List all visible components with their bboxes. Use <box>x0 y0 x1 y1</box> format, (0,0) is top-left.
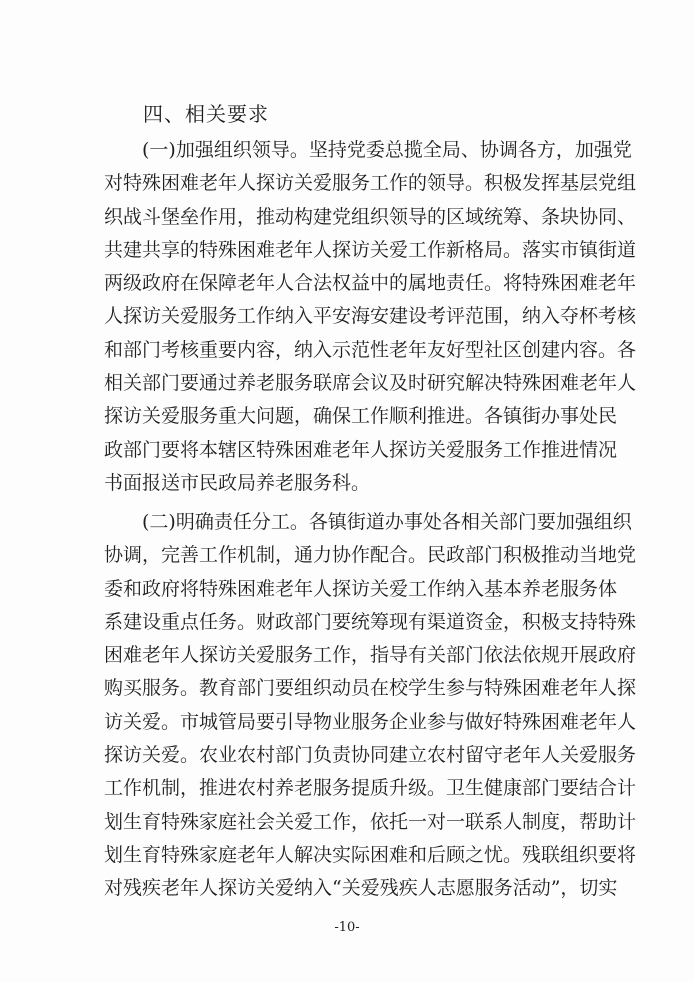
paragraph-line: 人探访关爱服务工作纳入平安海安建设考评范围，纳入夺杯考核 <box>104 305 637 328</box>
paragraph-line: 探访关爱服务重大问题，确保工作顺利推进。各镇街办事处民 <box>104 405 618 428</box>
paragraph-line: 对特殊困难老年人探访关爱服务工作的领导。积极发挥基层党组 <box>104 172 637 195</box>
paragraph-line: 系建设重点任务。财政部门要统筹现有渠道资金，积极支持特殊 <box>104 610 637 633</box>
paragraph-line: 政部门要将本辖区特殊困难老年人探访关爱服务工作推进情况 <box>104 438 618 461</box>
paragraph-line: 划生育特殊家庭老年人解决实际困难和后顾之忧。残联组织要将 <box>104 843 637 866</box>
paragraph-line: 委和政府将特殊困难老年人探访关爱工作纳入基本养老服务体 <box>104 577 618 600</box>
paragraph-line: 协调，完善工作机制，通力协作配合。民政部门积极推动当地党 <box>104 544 637 567</box>
paragraph-line: 相关部门要通过养老服务联席会议及时研究解决特殊困难老年人 <box>104 372 637 395</box>
section-heading: 四、相关要求 <box>143 102 269 126</box>
page-number: -10- <box>334 920 360 935</box>
paragraph-line: 困难老年人探访关爱服务工作，指导有关部门依法依规开展政府 <box>104 644 637 667</box>
paragraph-line: 织战斗堡垒作用，推动构建党组织领导的区域统筹、条块协同、 <box>104 205 637 228</box>
paragraph-line: 划生育特殊家庭社会关爱工作，依托一对一联系人制度，帮助计 <box>104 810 637 833</box>
paragraph-organization-leadership <box>104 134 637 500</box>
paragraph-line: 对残疾老年人探访关爱纳入“关爱残疾人志愿服务活动”，切实 <box>104 877 618 900</box>
paragraph-line: 书面报送市民政局养老服务科。 <box>104 471 371 494</box>
paragraph-responsibility-division <box>104 506 637 906</box>
paragraph-line: (一)加强组织领导。坚持党委总揽全局、协调各方，加强党 <box>142 139 632 161</box>
paragraph-line: 访关爱。市城管局要引导物业服务企业参与做好特殊困难老年人 <box>104 710 637 733</box>
paragraph-line: 购买服务。教育部门要组织动员在校学生参与特殊困难老年人探 <box>104 677 637 700</box>
paragraph-line: 两级政府在保障老年人合法权益中的属地责任。将特殊困难老年 <box>104 272 637 295</box>
paragraph-line: 和部门考核重要内容，纳入示范性老年友好型社区创建内容。各 <box>104 338 637 361</box>
paragraph-line: 工作机制，推进农村养老服务提质升级。卫生健康部门要结合计 <box>104 777 637 800</box>
paragraph-line: 共建共享的特殊困难老年人探访关爱工作新格局。落实市镇街道 <box>104 238 637 261</box>
paragraph-line: 探访关爱。农业农村部门负责协同建立农村留守老年人关爱服务 <box>104 744 637 767</box>
paragraph-line: (二)明确责任分工。各镇街道办事处各相关部门要加强组织 <box>142 511 632 533</box>
